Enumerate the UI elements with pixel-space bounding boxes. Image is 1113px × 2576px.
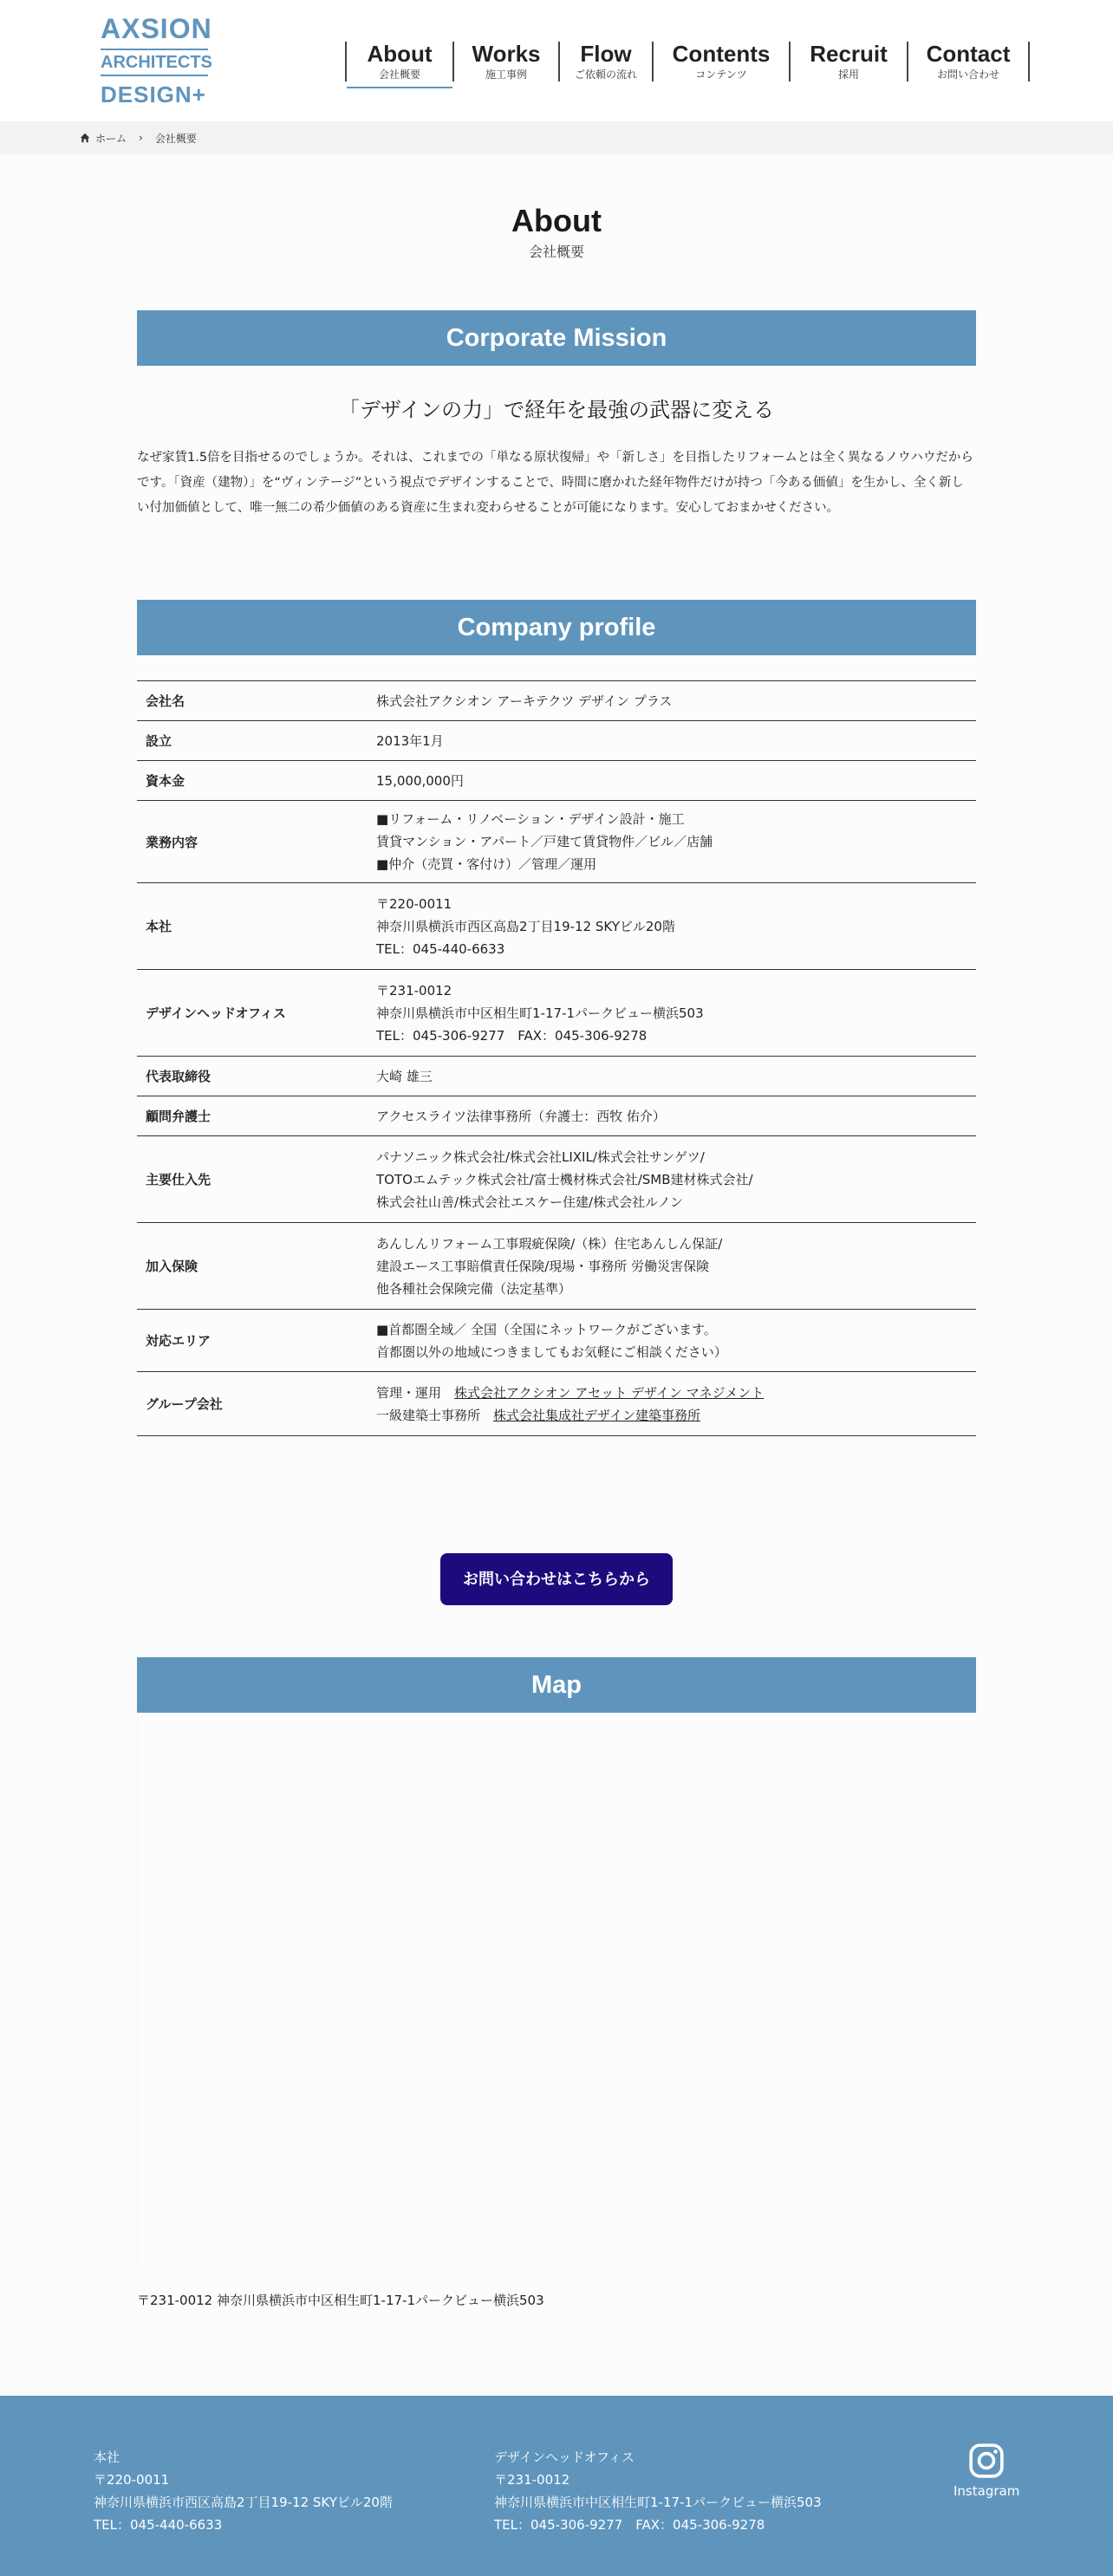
row-value-line: ■リフォーム・リノベーション・デザイン設計・施工 (376, 811, 685, 827)
row-label: 業務内容 (146, 834, 199, 850)
nav-item-recruit[interactable] (789, 42, 907, 81)
site-header (0, 0, 1113, 121)
row-value (376, 1223, 976, 1310)
row-value-line: 首都圏以外の地域につきましてもお気軽にご相談ください） (376, 1343, 727, 1360)
row-value-line: アクセスライツ法律事務所（弁護士：西牧 佑介） (376, 1108, 666, 1124)
logo-line-3: DESIGN+ (101, 81, 206, 107)
site-footer (0, 2396, 1113, 2576)
group-company-link-asset[interactable]: 株式会社アクシオン アセット デザイン マネジメント (454, 1384, 765, 1401)
instagram-icon (968, 2443, 1005, 2479)
nav-sublabel: ご依頼の流れ (574, 68, 637, 81)
global-nav (345, 42, 1030, 81)
map-embed[interactable] (137, 1716, 976, 2262)
row-value-line: 株式会社山善/株式会社エスケー住建/株式会社ルノン (376, 1194, 683, 1210)
row-value-line: 建設エース工事賠償責任保険/現場・事務所 労働災害保険 (376, 1258, 710, 1274)
breadcrumb-home-link[interactable]: ホーム (95, 132, 127, 145)
table-row (137, 721, 976, 761)
page-title-en: About (511, 203, 602, 238)
row-value-line: ■仲介（売買・客付け）／管理／運用 (376, 856, 597, 872)
table-row (137, 970, 976, 1057)
table-row (137, 681, 976, 721)
footer-hq (94, 2446, 393, 2536)
row-value-line: 〒231-0012 (376, 982, 452, 999)
table-row (137, 1223, 976, 1310)
footer-hq-address: 神奈川県横浜市西区高島2丁目19-12 SKYビル20階 (94, 2495, 393, 2510)
row-label: 資本金 (146, 773, 186, 789)
section-heading-mission: Corporate Mission (137, 310, 976, 366)
mission-body: なぜ家賃1.5倍を目指せるのでしょうか。それは、これまでの「単なる原状復帰」や「新しさ」を目指したリフォームとは全く異なるノウハウだからです。「資産（建物）」を“ヴィンテージ”という視点でデザインすることで、時間に磨かれた経年物件だけが持つ「今ある価値」を生かし、全く新しい付加価値として、唯一無二の希少価値のある資産に生まれ変わらせることが可能になります。安心しておまかせください。 (137, 451, 973, 515)
site-logo[interactable] (101, 13, 212, 107)
row-label: 代表取締役 (146, 1069, 212, 1084)
row-value-line: 〒220-0011 (376, 895, 452, 912)
row-value (376, 970, 976, 1057)
row-value (376, 1136, 976, 1223)
footer-hq-zip: 〒220-0011 (94, 2472, 170, 2488)
row-label: グループ会社 (146, 1396, 223, 1412)
row-value-line: 賃貸マンション・アパート／戸建て賃貸物件／ビル／店舗 (376, 834, 713, 849)
instagram-link[interactable] (954, 2443, 1019, 2500)
instagram-label: Instagram (954, 2483, 1020, 2499)
row-value-line: 2013年1月 (376, 732, 444, 749)
row-value (376, 1096, 976, 1136)
row-label: 設立 (146, 733, 172, 749)
row-label: 顧問弁護士 (146, 1109, 212, 1124)
table-row (137, 1310, 976, 1372)
footer-hq-tel: TEL：045-440-6633 (94, 2517, 223, 2533)
nav-label: Recruit (810, 41, 888, 67)
row-value-line: あんしんリフォーム工事瑕疵保険/（株）住宅あんしん保証/ (376, 1235, 723, 1252)
nav-item-works[interactable] (452, 42, 558, 81)
row-value-line: 株式会社アクシオン アーキテクツ デザイン プラス (376, 693, 673, 709)
row-value-line: ■首都圏全域／ 全国（全国にネットワークがございます。 (376, 1321, 717, 1337)
row-value (376, 801, 976, 883)
table-row (137, 1057, 976, 1096)
table-row (137, 1096, 976, 1136)
row-value-line: パナソニック株式会社/株式会社LIXIL/株式会社サンゲツ/ (376, 1148, 705, 1165)
page-title (0, 201, 1113, 262)
nav-sublabel: お問い合わせ (936, 68, 999, 81)
row-value (376, 1372, 976, 1436)
row-label: 主要仕入先 (146, 1172, 212, 1187)
home-icon (80, 133, 90, 143)
row-value-line: 他各種社会保険完備（法定基準） (376, 1280, 572, 1297)
table-row (137, 1136, 976, 1223)
table-row (137, 801, 976, 883)
page-title-jp: 会社概要 (528, 244, 584, 260)
row-value-line: 大崎 雄三 (376, 1068, 433, 1084)
nav-sublabel: 会社概要 (378, 68, 420, 81)
nav-sublabel: 採用 (837, 68, 859, 81)
row-value-line: TEL：045-306-9277 FAX：045-306-9278 (376, 1027, 648, 1044)
breadcrumb-current: 会社概要 (154, 132, 197, 145)
row-label: 会社名 (146, 693, 186, 709)
contact-cta-button[interactable]: お問い合わせはこちらから (440, 1553, 673, 1605)
nav-item-contact[interactable] (907, 42, 1030, 81)
section-heading-map: Map (137, 1657, 976, 1713)
footer-design-tel: TEL：045-306-9277 FAX：045-306-9278 (494, 2517, 765, 2533)
row-value (376, 721, 976, 761)
row-value (376, 1057, 976, 1096)
nav-sublabel: 施工事例 (485, 68, 527, 81)
mission-tagline: 「デザインの力」で経年を最強の武器に変える (338, 398, 775, 422)
footer-design-title: デザインヘッドオフィス (494, 2449, 635, 2465)
nav-label: About (367, 41, 433, 67)
nav-label: Flow (580, 41, 632, 67)
footer-hq-title: 本社 (94, 2449, 120, 2465)
table-row (137, 761, 976, 801)
row-value-line: 神奈川県横浜市西区高島2丁目19-12 SKYビル20階 (376, 918, 675, 934)
section-heading-profile: Company profile (137, 600, 976, 655)
row-value (376, 1310, 976, 1372)
company-profile-table (137, 680, 976, 1436)
row-value (376, 883, 976, 970)
nav-label: Contact (926, 41, 1011, 67)
row-value-line: TOTOエムテック株式会社/富士機材株式会社/SMB建材株式会社/ (376, 1171, 753, 1187)
table-row (137, 1372, 976, 1436)
row-value-line: 神奈川県横浜市中区相生町1-17-1パークビュー横浜503 (376, 1005, 704, 1021)
group-prefix-2: 一級建築士事務所 (376, 1407, 481, 1423)
footer-design-address: 神奈川県横浜市中区相生町1-17-1パークビュー横浜503 (494, 2495, 822, 2510)
row-value-line: TEL：045-440-6633 (376, 940, 505, 957)
row-label: 対応エリア (146, 1333, 212, 1349)
row-label: 加入保険 (146, 1259, 199, 1274)
map-address: 〒231-0012 神奈川県横浜市中区相生町1-17-1パークビュー横浜503 (137, 2293, 544, 2308)
logo-line-1: AXSION (101, 13, 212, 44)
row-label: 本社 (146, 919, 172, 934)
row-value (376, 681, 976, 721)
nav-label: Contents (672, 41, 771, 67)
nav-item-about[interactable] (345, 42, 452, 81)
table-row (137, 883, 976, 970)
nav-label: Works (472, 41, 541, 67)
breadcrumb (0, 121, 1113, 154)
logo-line-2: ARCHITECTS (101, 49, 208, 76)
nav-item-contents[interactable] (652, 42, 789, 81)
footer-design-zip: 〒231-0012 (494, 2472, 570, 2488)
row-label: デザインヘッドオフィス (146, 1005, 286, 1021)
row-value (376, 761, 976, 801)
row-value-line: 15,000,000円 (376, 772, 464, 789)
nav-sublabel: コンテンツ (695, 68, 747, 81)
chevron-right-icon: › (139, 132, 143, 144)
group-company-link-architect[interactable]: 株式会社集成社デザイン建築事務所 (493, 1407, 700, 1423)
footer-design-office (494, 2446, 822, 2536)
nav-item-flow[interactable] (558, 42, 652, 81)
group-prefix-1: 管理・運用 (376, 1384, 442, 1401)
